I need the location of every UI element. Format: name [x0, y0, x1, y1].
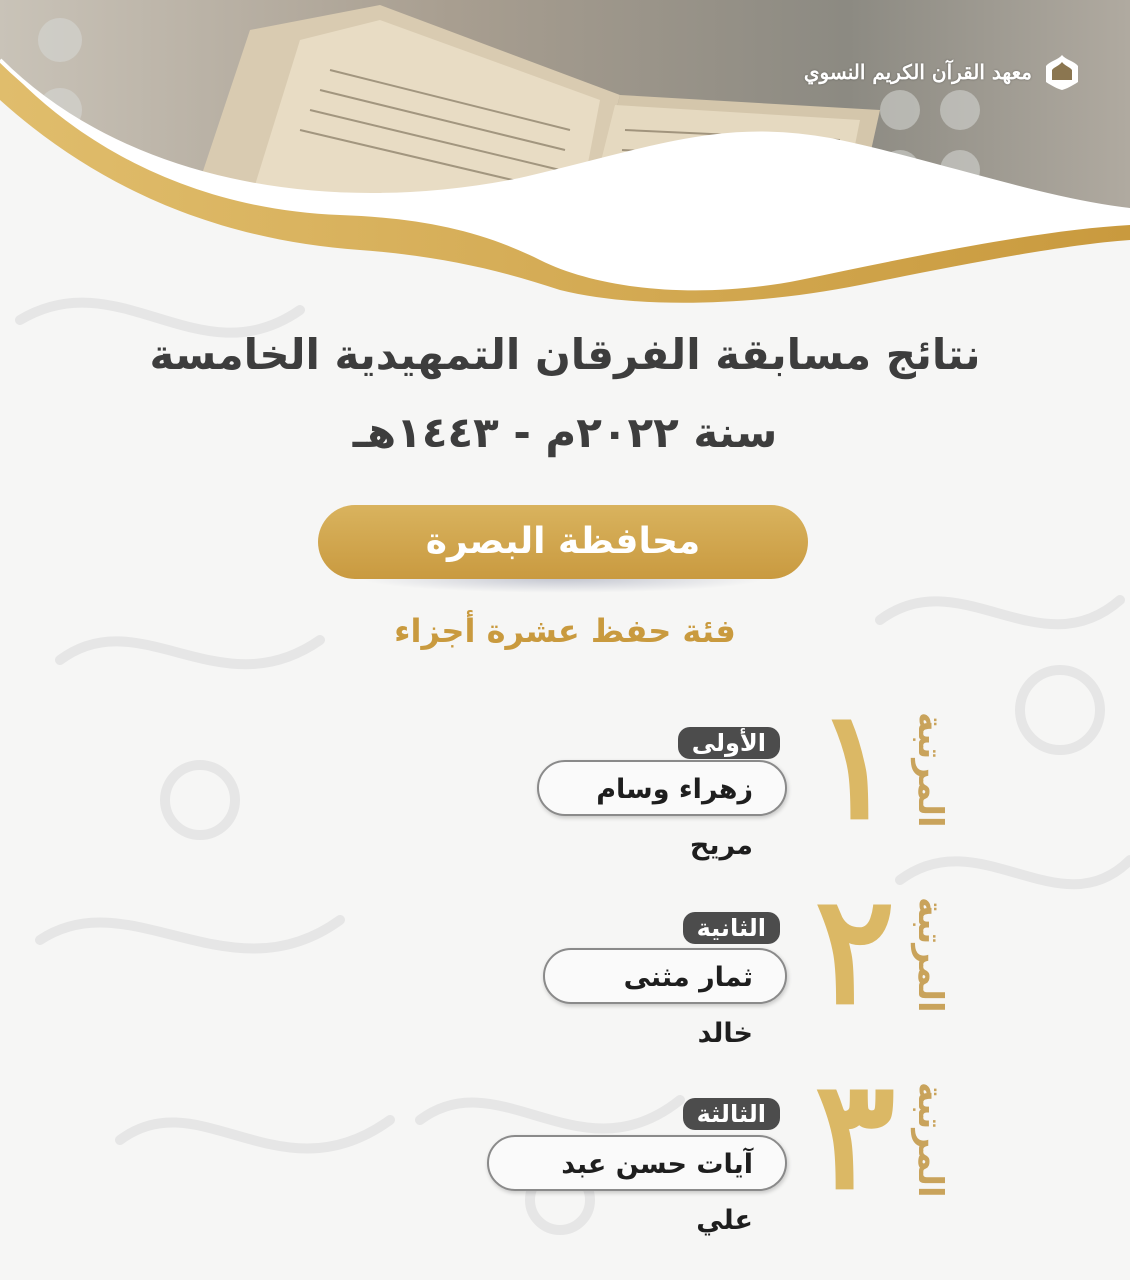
province-banner [318, 505, 808, 595]
province-label: محافظة البصرة [318, 505, 808, 579]
rank-block-3 [0, 1047, 1130, 1236]
page-title: نتائج مسابقة الفرقان التمهيدية الخامسة [149, 330, 981, 379]
rank-number: ٢ [814, 862, 896, 1038]
institute-emblem-icon [1042, 52, 1082, 92]
rank-block-1 [0, 677, 1130, 861]
rank-word: المرتبة [910, 897, 950, 1013]
page-subtitle-year: سنة ٢٠٢٢م - ١٤٤٣هـ [352, 408, 778, 457]
rank-word: المرتبة [910, 712, 950, 828]
rank-word: المرتبة [910, 1082, 950, 1198]
category-label: فئة حفظ عشرة أجزاء [394, 612, 736, 650]
rank-label: الأولى [678, 727, 780, 759]
institute-logo [804, 52, 1082, 92]
rank-label: الثالثة [683, 1098, 780, 1130]
rank-number: ١ [814, 677, 896, 853]
rank-number: ٣ [814, 1047, 896, 1223]
winner-name: آيات حسن عبد علي [487, 1135, 787, 1191]
rank-block-2 [0, 862, 1130, 1049]
winner-name: زهراء وسام مريح [537, 760, 787, 816]
rank-label: الثانية [683, 912, 780, 944]
winner-name: ثمار مثنى خالد [543, 948, 787, 1004]
institute-name: معهد القرآن الكريم النسوي [803, 60, 1032, 84]
